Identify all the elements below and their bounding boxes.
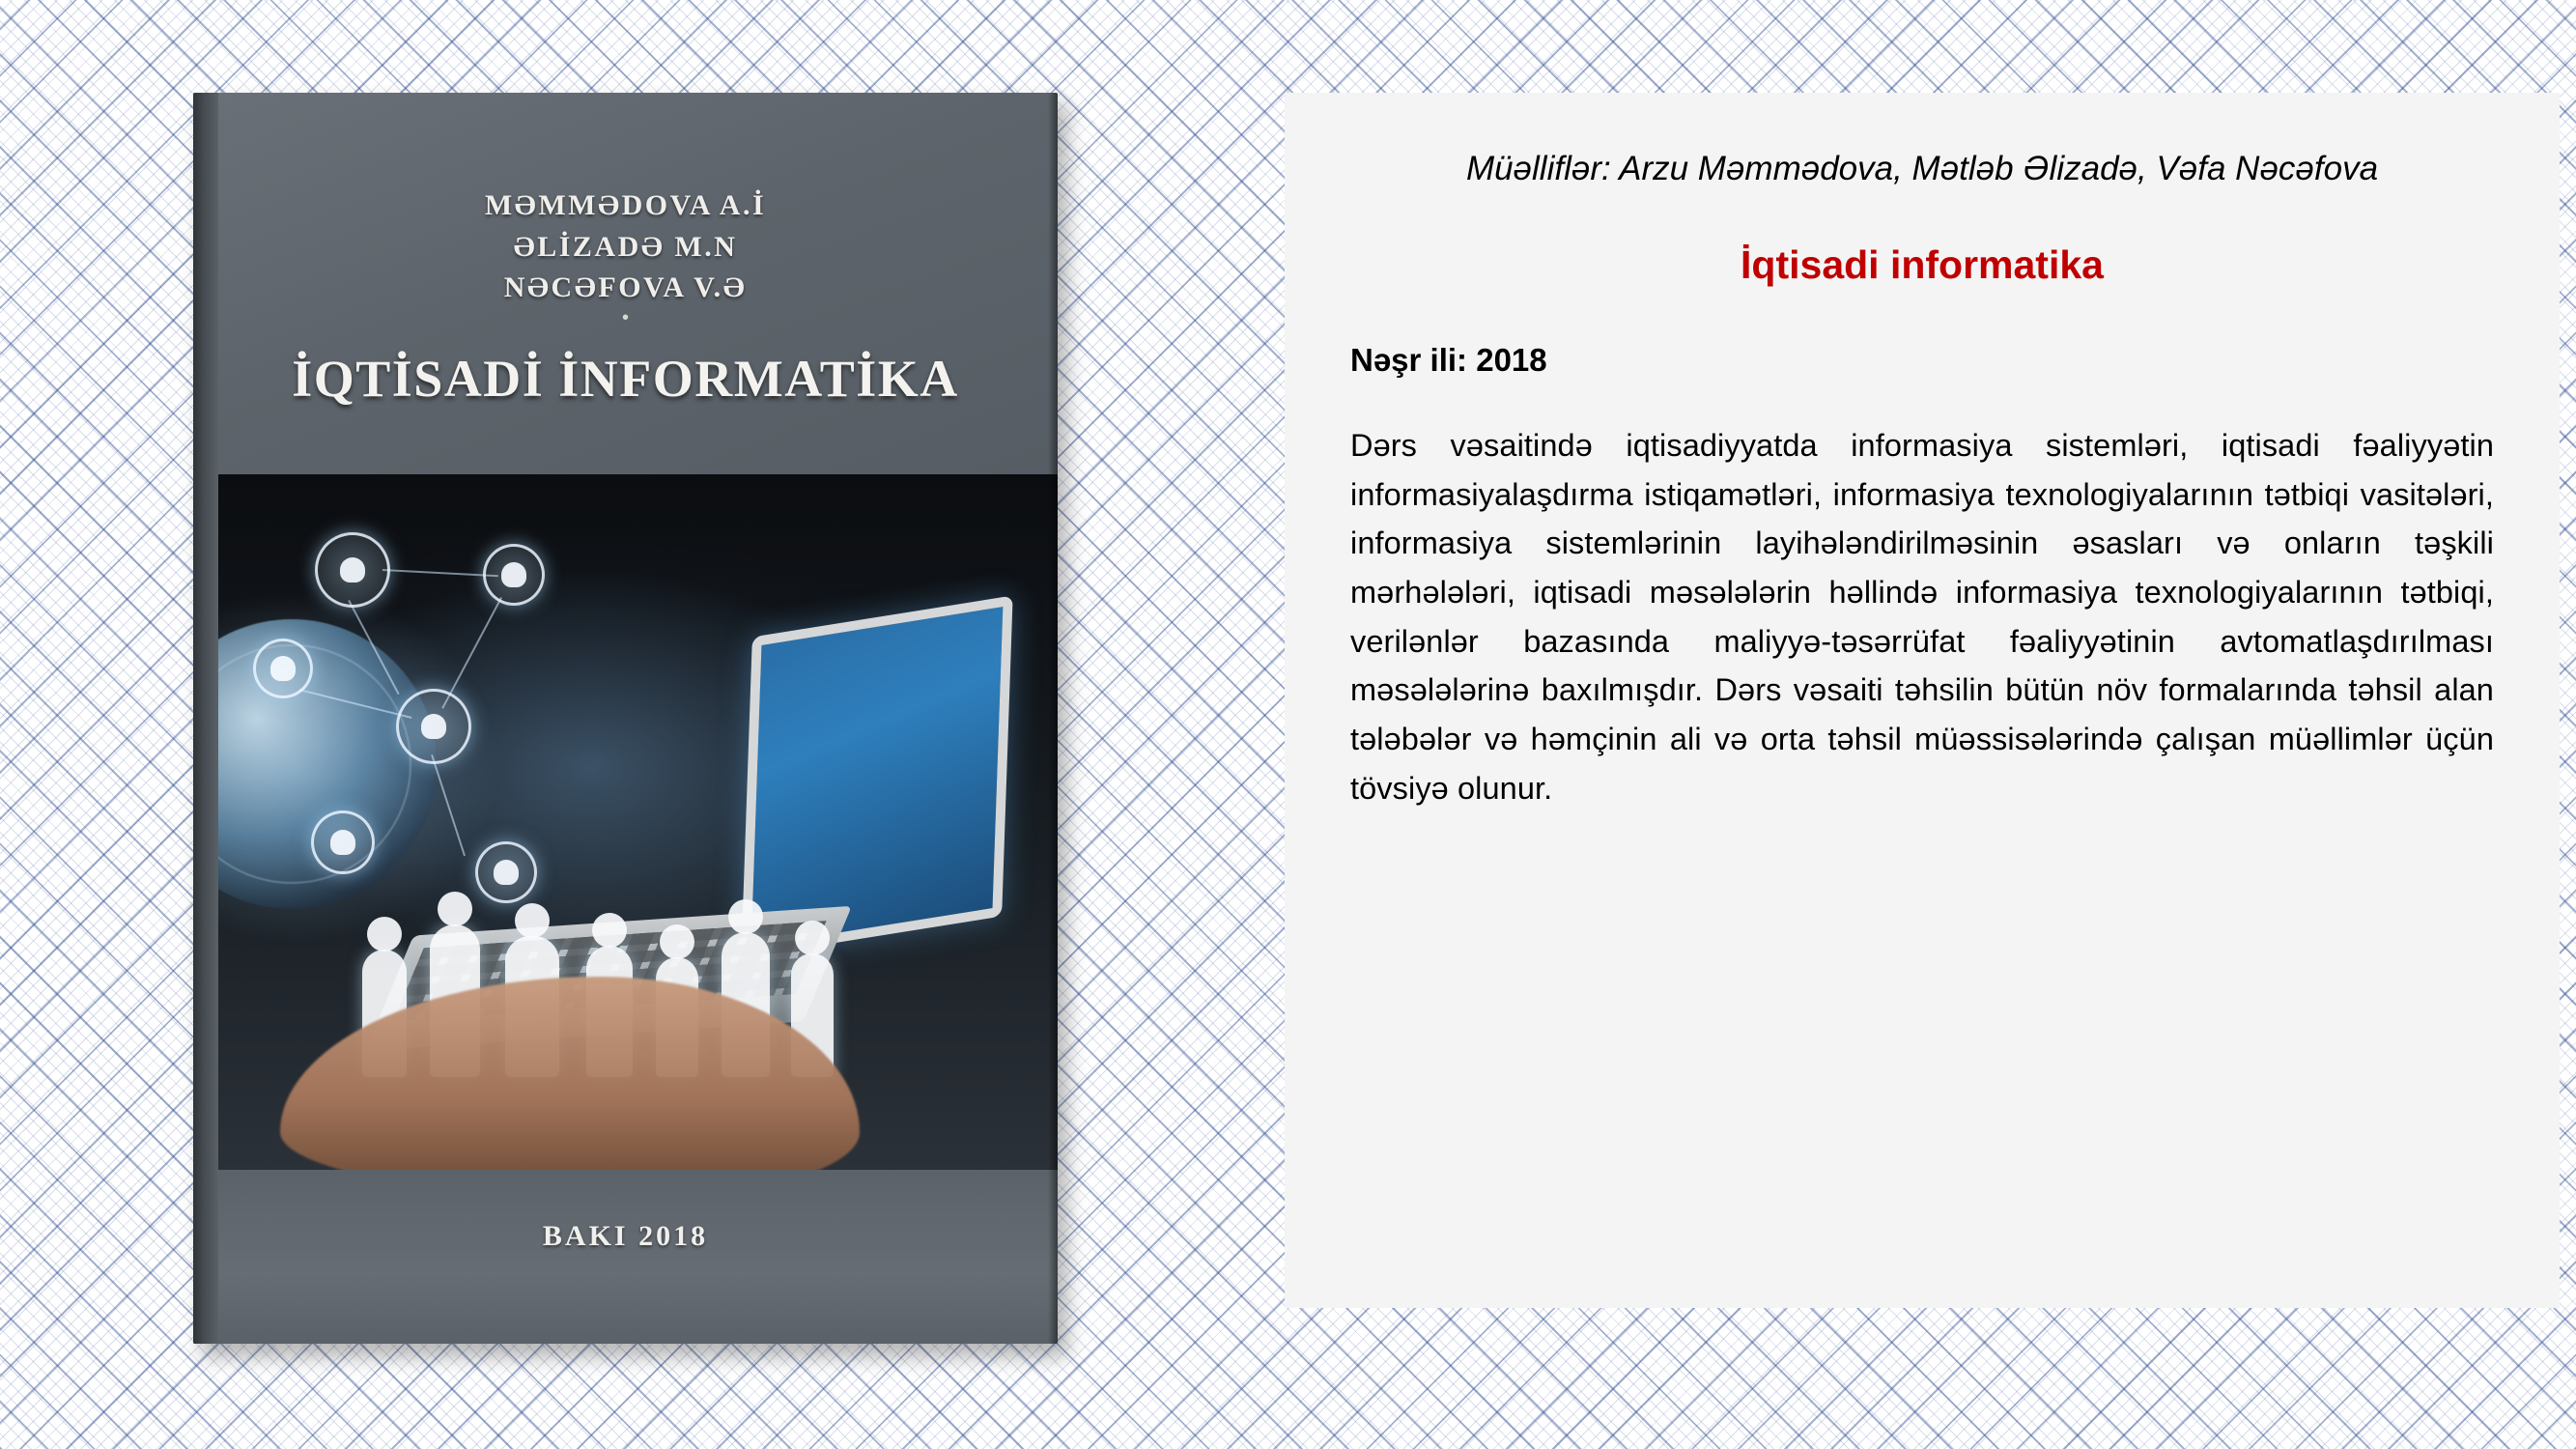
cover-author-line-3: NƏCƏFOVA V.Ə bbox=[503, 271, 748, 304]
cover-bottom-band bbox=[193, 1170, 1058, 1344]
person-node-icon bbox=[315, 532, 390, 608]
cover-artwork bbox=[193, 474, 1058, 1170]
info-panel bbox=[1285, 93, 2560, 1308]
publication-year: Nəşr ili: 2018 bbox=[1350, 341, 1547, 378]
cover-authors bbox=[193, 185, 1058, 309]
book-edge bbox=[1048, 93, 1058, 1344]
book-cover bbox=[193, 93, 1058, 1344]
cover-author-line-2: ƏLİZADƏ M.N bbox=[513, 230, 738, 263]
cover-top-band bbox=[193, 93, 1058, 474]
network-link bbox=[431, 754, 466, 856]
cover-author-line-1: MƏMMƏDOVA A.İ bbox=[484, 189, 767, 221]
cover-imprint: BAKI 2018 bbox=[542, 1220, 709, 1252]
person-node-icon bbox=[253, 639, 313, 698]
network-link bbox=[382, 569, 498, 577]
authors-label: Müəlliflər: Arzu Məmmədova, Mətləb Əlizadə, Vəfa Nəcəfova bbox=[1465, 150, 2379, 187]
globe-graphic bbox=[193, 619, 437, 909]
book-description: Dərs vəsaitində iqtisadiyyatda informasiya sistemləri, iqtisadi fəaliyyətin informasiyalaşdırma istiqamətləri, informasiya texnologiyalarının tətbiqi vasitələri, informasiya sistemlərinin layihələndirilməsinin əsasları və onların təşkili mərhələləri, iqtisadi məsələlərin həllində informasiya texnologiyalarının tətbiqi, verilənlər bazasında maliyyə-təsərrüfat fəaliyyətinin avtomatlaşdırılması məsələlərinə baxılmışdır. Dərs vəsaiti təhsilin bütün növ formalarında təhsil alan tələbələr və həmçinin ali və orta təhsil müəssisələrində çalışan müəllimlər üçün tövsiyə olunur. bbox=[1350, 427, 2494, 806]
person-node-icon bbox=[483, 544, 545, 606]
book-title: İqtisadi informatika bbox=[1741, 242, 2104, 287]
person-node-icon bbox=[396, 689, 471, 764]
book-spine bbox=[193, 93, 218, 1344]
info-panel-content bbox=[1285, 93, 2560, 812]
person-node-icon bbox=[311, 810, 375, 874]
cover-separator-dot: • bbox=[621, 307, 629, 328]
cover-title: İQTİSADİ İNFORMATİKA bbox=[292, 350, 959, 408]
book-cover-image bbox=[193, 93, 1072, 1368]
